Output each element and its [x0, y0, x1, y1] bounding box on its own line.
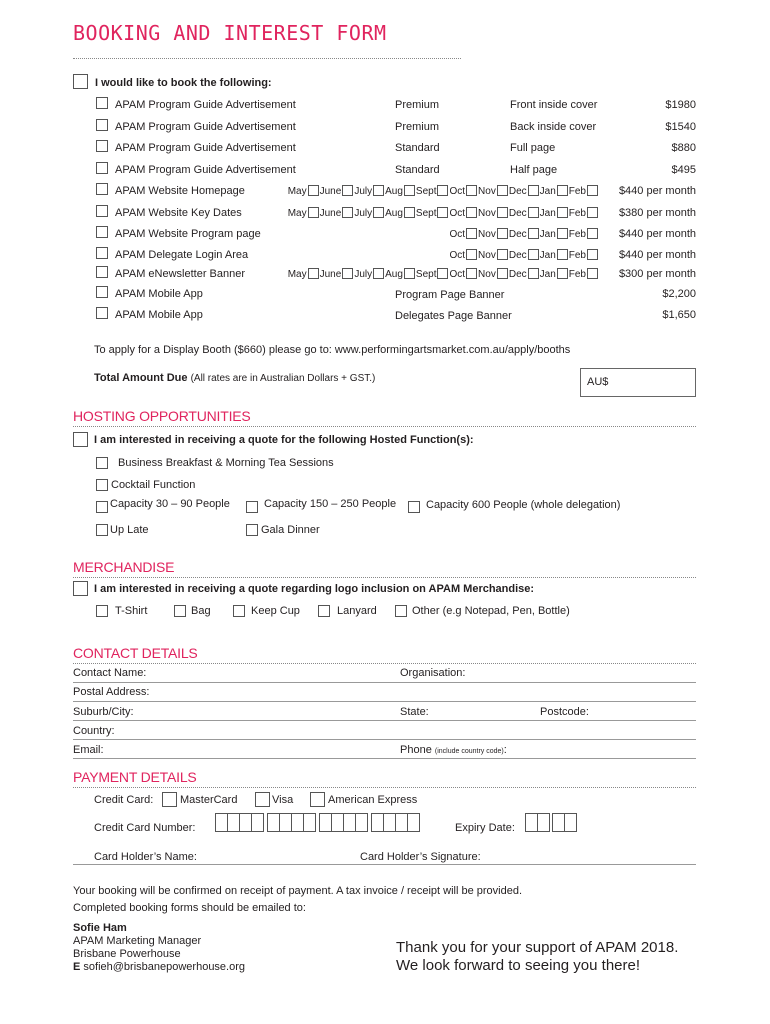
month-label: Jan — [539, 186, 556, 197]
contact-email[interactable]: sofieh@brisbanepowerhouse.org — [83, 961, 246, 973]
month-checkbox[interactable] — [404, 268, 415, 279]
other-label: Other (e.g Notepad, Pen, Bottle) — [412, 605, 570, 617]
month-label: May — [287, 186, 307, 197]
mobile-name: APAM Mobile App — [115, 288, 203, 300]
capacity-600-checkbox[interactable] — [408, 501, 420, 513]
confirmation-note: Your booking will be confirmed on receipt of payment. A tax invoice / receipt will be provided. — [73, 885, 523, 897]
ad-name: APAM Program Guide Advertisement — [115, 164, 296, 176]
month-label: June — [319, 208, 342, 219]
month-checkbox[interactable] — [466, 207, 477, 218]
web-name: APAM Delegate Login Area — [115, 249, 249, 261]
month-label: Oct — [449, 186, 466, 197]
card-digit-group — [371, 813, 419, 832]
ad-checkbox[interactable] — [96, 140, 108, 152]
month-checkbox[interactable] — [557, 249, 568, 260]
month-label: Aug — [385, 186, 403, 197]
web-name: APAM Website Program page — [115, 228, 261, 240]
ad-name: APAM Program Guide Advertisement — [115, 99, 296, 111]
month-checkbox[interactable] — [404, 207, 415, 218]
month-checkbox[interactable] — [587, 207, 598, 218]
month-label: Jan — [539, 208, 556, 219]
hosting-checkbox[interactable] — [73, 432, 88, 447]
card-digit-box[interactable] — [303, 813, 316, 832]
month-label: Sept — [415, 186, 437, 197]
ad-position: Front inside cover — [510, 99, 598, 111]
ad-name: APAM Program Guide Advertisement — [115, 121, 296, 133]
ad-type: Standard — [395, 164, 440, 176]
gala-checkbox[interactable] — [246, 524, 258, 536]
mobile-checkbox[interactable] — [96, 307, 108, 319]
expiry-label: Expiry Date: — [455, 822, 515, 834]
month-label: May — [287, 208, 307, 219]
postal-label: Postal Address: — [73, 686, 150, 698]
phone-label: Phone — [400, 744, 432, 756]
month-checkbox[interactable] — [587, 185, 598, 196]
month-checkbox[interactable] — [466, 185, 477, 196]
month-checkbox[interactable] — [587, 228, 598, 239]
organisation-label: Organisation: — [400, 667, 466, 679]
amex-checkbox[interactable] — [310, 792, 325, 807]
web-price: $440 per month — [618, 185, 696, 197]
month-checkbox[interactable] — [373, 268, 384, 279]
web-name: APAM Website Key Dates — [115, 207, 242, 219]
month-label: Dec — [508, 269, 527, 280]
other-checkbox[interactable] — [395, 605, 407, 617]
mobile-price: $2,200 — [662, 288, 696, 300]
ad-position: Full page — [510, 142, 556, 154]
month-label: Jan — [539, 269, 556, 280]
email-label: Email: — [73, 744, 104, 756]
total-row — [94, 372, 375, 384]
booking-heading: I would like to book the following: — [95, 77, 272, 89]
merch-checkbox[interactable] — [73, 581, 88, 596]
month-selector — [449, 249, 599, 261]
ad-checkbox[interactable] — [96, 97, 108, 109]
contact-org: Brisbane Powerhouse — [73, 948, 181, 960]
capacity-600-label: Capacity 600 People (whole delegation) — [426, 499, 621, 511]
ad-price: $1540 — [665, 121, 696, 133]
month-checkbox[interactable] — [528, 185, 539, 196]
month-checkbox[interactable] — [528, 228, 539, 239]
month-checkbox[interactable] — [437, 207, 448, 218]
month-selector — [288, 185, 599, 197]
month-label: Sept — [415, 269, 437, 280]
month-checkbox[interactable] — [497, 268, 508, 279]
month-label: Dec — [508, 250, 527, 261]
signature-label: Card Holder’s Signature: — [360, 851, 481, 863]
booking-checkbox[interactable] — [73, 74, 88, 89]
email-instruction: Completed booking forms should be emailed to: — [73, 902, 306, 914]
month-selector — [288, 207, 599, 219]
month-label: Feb — [568, 269, 586, 280]
month-checkbox[interactable] — [557, 268, 568, 279]
month-label: Oct — [449, 269, 466, 280]
booth-note: To apply for a Display Booth ($660) please go to: www.performingartsmarket.com.au/apply/booths — [94, 344, 571, 356]
mastercard-label: MasterCard — [180, 794, 238, 806]
web-price: $440 per month — [618, 249, 696, 261]
month-label: Nov — [478, 208, 496, 219]
month-label: July — [354, 269, 373, 280]
tshirt-checkbox[interactable] — [96, 605, 108, 617]
month-label: Oct — [449, 250, 466, 261]
bag-checkbox[interactable] — [174, 605, 186, 617]
month-label: July — [354, 208, 373, 219]
ad-type: Standard — [395, 142, 440, 154]
month-label: Nov — [478, 269, 496, 280]
total-amount-field[interactable] — [580, 368, 696, 397]
ad-price: $1980 — [665, 99, 696, 111]
contact-divider — [73, 663, 696, 664]
phone-colon: : — [503, 744, 507, 756]
merch-divider — [73, 577, 696, 578]
visa-label: Visa — [272, 794, 294, 806]
ad-type: Premium — [395, 99, 440, 111]
mobile-name: APAM Mobile App — [115, 309, 203, 321]
month-checkbox[interactable] — [557, 207, 568, 218]
ad-position: Half page — [510, 164, 558, 176]
cocktail-label: Cocktail Function — [111, 479, 196, 491]
month-label: June — [319, 186, 342, 197]
mobile-banner: Delegates Page Banner — [395, 310, 512, 322]
capacity-30-90-label: Capacity 30 – 90 People — [110, 498, 230, 510]
total-note: (All rates are in Australian Dollars + GST.) — [190, 373, 376, 384]
month-label: Nov — [478, 250, 496, 261]
month-checkbox[interactable] — [373, 207, 384, 218]
thanks-line-2: We look forward to seeing you there! — [396, 957, 641, 974]
month-checkbox[interactable] — [308, 207, 319, 218]
contact-email-line — [73, 961, 245, 973]
expiry-digit-box[interactable] — [564, 813, 577, 832]
card-digit-group — [215, 813, 263, 832]
month-checkbox[interactable] — [342, 268, 353, 279]
page-title: BOOKING AND INTEREST FORM — [73, 21, 387, 45]
lanyard-label: Lanyard — [337, 605, 377, 617]
card-digit-group — [267, 813, 315, 832]
country-label: Country: — [73, 725, 115, 737]
card-digit-box[interactable] — [355, 813, 368, 832]
ad-checkbox[interactable] — [96, 119, 108, 131]
month-checkbox[interactable] — [308, 268, 319, 279]
web-price: $440 per month — [618, 228, 696, 240]
web-price: $380 per month — [618, 207, 696, 219]
month-checkbox[interactable] — [528, 268, 539, 279]
web-checkbox[interactable] — [96, 183, 108, 195]
mobile-price: $1,650 — [662, 309, 696, 321]
web-checkbox[interactable] — [96, 226, 108, 238]
month-checkbox[interactable] — [497, 228, 508, 239]
month-checkbox[interactable] — [497, 249, 508, 260]
month-checkbox[interactable] — [308, 185, 319, 196]
month-checkbox[interactable] — [466, 228, 477, 239]
visa-checkbox[interactable] — [255, 792, 270, 807]
thanks-line-1: Thank you for your support of APAM 2018. — [396, 939, 679, 956]
card-number-field[interactable] — [215, 813, 423, 832]
month-checkbox[interactable] — [437, 185, 448, 196]
month-checkbox[interactable] — [557, 185, 568, 196]
month-checkbox[interactable] — [437, 268, 448, 279]
card-digit-box[interactable] — [251, 813, 264, 832]
tshirt-label: T-Shirt — [115, 605, 148, 617]
month-label: Aug — [385, 269, 403, 280]
contact-person: Sofie Ham — [73, 922, 127, 934]
expiry-digit-box[interactable] — [537, 813, 550, 832]
phone-label-group — [400, 744, 507, 756]
capacity-150-250-label: Capacity 150 – 250 People — [264, 498, 397, 510]
month-label: Sept — [415, 208, 437, 219]
keepcup-label: Keep Cup — [251, 605, 300, 617]
month-checkbox[interactable] — [404, 185, 415, 196]
month-label: Nov — [478, 229, 496, 240]
capacity-150-250-checkbox[interactable] — [246, 501, 258, 513]
ad-price: $880 — [671, 142, 696, 154]
month-label: May — [287, 269, 307, 280]
month-label: Feb — [568, 229, 586, 240]
month-selector — [449, 228, 599, 240]
contact-title: CONTACT DETAILS — [73, 645, 198, 661]
month-label: Dec — [508, 229, 527, 240]
month-checkbox[interactable] — [497, 207, 508, 218]
month-checkbox[interactable] — [373, 185, 384, 196]
ad-name: APAM Program Guide Advertisement — [115, 142, 296, 154]
card-number-label: Credit Card Number: — [94, 822, 196, 834]
month-checkbox[interactable] — [587, 249, 598, 260]
phone-note: (include country code) — [434, 748, 504, 755]
merch-title: MERCHANDISE — [73, 559, 175, 575]
month-checkbox[interactable] — [466, 268, 477, 279]
month-checkbox[interactable] — [342, 185, 353, 196]
hosting-divider — [73, 426, 696, 427]
month-label: Dec — [508, 186, 527, 197]
web-name: APAM Website Homepage — [115, 185, 245, 197]
hosting-title: HOSTING OPPORTUNITIES — [73, 408, 251, 424]
hosting-heading: I am interested in receiving a quote for the following Hosted Function(s): — [94, 434, 474, 446]
ad-checkbox[interactable] — [96, 162, 108, 174]
expiry-field[interactable] — [525, 813, 576, 832]
month-selector — [288, 268, 599, 280]
suburb-label: Suburb/City: — [73, 706, 134, 718]
lanyard-checkbox[interactable] — [318, 605, 330, 617]
payment-divider — [73, 787, 696, 788]
keepcup-checkbox[interactable] — [233, 605, 245, 617]
month-checkbox[interactable] — [342, 207, 353, 218]
web-checkbox[interactable] — [96, 247, 108, 259]
email-field[interactable] — [73, 758, 696, 759]
month-label: Aug — [385, 208, 403, 219]
month-checkbox[interactable] — [497, 185, 508, 196]
breakfast-label: Business Breakfast & Morning Tea Sessions — [118, 457, 334, 469]
month-label: Dec — [508, 208, 527, 219]
month-label: July — [354, 186, 373, 197]
month-checkbox[interactable] — [528, 207, 539, 218]
total-label: Total Amount Due — [94, 372, 188, 384]
month-checkbox[interactable] — [587, 268, 598, 279]
web-price: $300 per month — [618, 268, 696, 280]
month-label: Feb — [568, 186, 586, 197]
month-label: Jan — [539, 250, 556, 261]
month-label: Oct — [449, 208, 466, 219]
postal-field[interactable] — [73, 701, 696, 702]
capacity-30-90-checkbox[interactable] — [96, 501, 108, 513]
contact-name-field[interactable] — [73, 682, 696, 683]
web-checkbox[interactable] — [96, 266, 108, 278]
country-field[interactable] — [73, 739, 696, 740]
mastercard-checkbox[interactable] — [162, 792, 177, 807]
currency-label: AU$ — [587, 376, 609, 388]
amex-label: American Express — [328, 794, 418, 806]
web-checkbox[interactable] — [96, 205, 108, 217]
month-label: Feb — [568, 208, 586, 219]
mobile-checkbox[interactable] — [96, 286, 108, 298]
contact-role: APAM Marketing Manager — [73, 935, 202, 947]
contact-name-label: Contact Name: — [73, 667, 147, 679]
postcode-label: Postcode: — [540, 706, 589, 718]
holder-field[interactable] — [73, 864, 696, 865]
bag-label: Bag — [191, 605, 211, 617]
month-label: Feb — [568, 250, 586, 261]
ad-position: Back inside cover — [510, 121, 597, 133]
gala-label: Gala Dinner — [261, 524, 320, 536]
web-name: APAM eNewsletter Banner — [115, 268, 246, 280]
ad-type: Premium — [395, 121, 440, 133]
month-label: June — [319, 269, 342, 280]
month-checkbox[interactable] — [557, 228, 568, 239]
payment-title: PAYMENT DETAILS — [73, 769, 197, 785]
merch-heading: I am interested in receiving a quote regarding logo inclusion on APAM Merchandise: — [94, 583, 535, 595]
card-digit-box[interactable] — [407, 813, 420, 832]
mobile-banner: Program Page Banner — [395, 289, 505, 301]
title-divider — [73, 58, 461, 59]
cocktail-checkbox[interactable] — [96, 479, 108, 491]
breakfast-checkbox[interactable] — [96, 457, 108, 469]
email-prefix: E — [73, 961, 81, 973]
month-label: Oct — [449, 229, 466, 240]
month-checkbox[interactable] — [466, 249, 477, 260]
holder-name-label: Card Holder’s Name: — [94, 851, 197, 863]
credit-card-label: Credit Card: — [94, 794, 154, 806]
state-label: State: — [400, 706, 429, 718]
suburb-field[interactable] — [73, 720, 696, 721]
card-digit-group — [319, 813, 367, 832]
ad-price: $495 — [671, 164, 696, 176]
uplate-label: Up Late — [110, 524, 149, 536]
uplate-checkbox[interactable] — [96, 524, 108, 536]
month-label: Jan — [539, 229, 556, 240]
month-checkbox[interactable] — [528, 249, 539, 260]
month-label: Nov — [478, 186, 496, 197]
